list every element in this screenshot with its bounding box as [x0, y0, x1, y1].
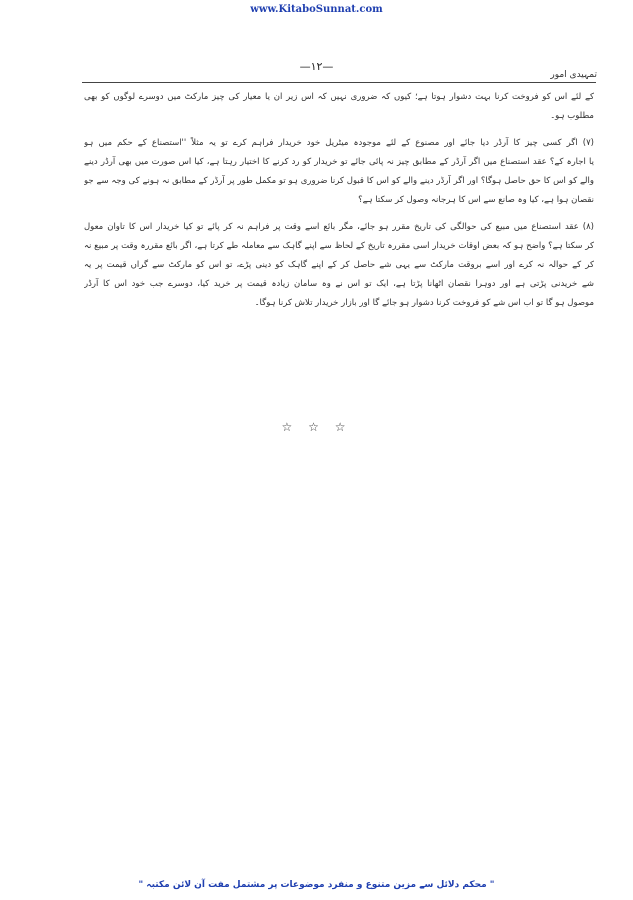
- footer-note: " محکم دلائل سے مزین متنوع و منفرد موضوعات پر مشتمل مفت آن لائن مکتبہ ": [138, 880, 495, 890]
- text-line: کر کے حوالہ نہ کرے اور اسے بروقت مارکٹ سے یہی شے حاصل کر کے اپنے گاہک کو دینی پڑے، تو اس کو مارکٹ سے گراں قیمت پر یہ: [84, 260, 594, 270]
- body-text: [84, 88, 594, 321]
- paragraph-3: [84, 218, 594, 313]
- paragraph-1: [84, 88, 594, 126]
- text-line: والے کو اس کا حق حاصل ہوگا؟ اور اگر آرڈر دینے والے کو اس کا قبول کرنا ضروری ہو تو مکمل طور پر آرڈر کے مطابق نہ ہونے کی وجہ سے جو: [84, 176, 594, 186]
- text-line: شے خریدنی پڑتی ہے اور دوہرا نقصان اٹھانا پڑتا ہے، ایک تو اس نے وہ سامان زیادہ قیمت پر خرید کیا، دوسرے جب خود اس کا آرڈر: [84, 279, 594, 289]
- site-url[interactable]: www.KitaboSunnat.com: [250, 4, 383, 15]
- text-line: کے لئے اس کو فروخت کرنا بہت دشوار ہوتا ہے؛ کیوں کہ ضروری نہیں کہ اس زیر ان یا معیار کی چیز مارکٹ میں دوسرے لوگوں کو بھی: [84, 92, 594, 102]
- text-line: یا اجارہ کے؟ عقد استصناع میں اگر آرڈر کے مطابق چیز نہ پائی جائے تو خریدار کو رد کرنے کا اختیار رہتا ہے، کیا اس صورت میں بھی آرڈر دینے: [84, 157, 594, 167]
- text-line: (۸) عقد استصناع میں مبیع کی حوالگی کی تاریخ مقرر ہو جائے، مگر بائع اسے وقت پر فراہم نہ کر پائے تو کیا خریدار اس کا تاوان معول: [84, 222, 594, 232]
- section-separator-stars: ☆ ☆ ☆: [281, 420, 352, 434]
- running-head: تمہیدی امور: [550, 70, 597, 80]
- text-line: موصول ہو گا تو اب اس شے کو فروخت کرنا دشوار ہو جائے گا اور بازار خریدار تلاش کرنا ہوگا۔: [254, 298, 594, 308]
- paragraph-2: [84, 134, 594, 210]
- text-line: کر سکتا ہے؟ واضح ہو کہ بعض اوقات خریدار اسی مقررہ تاریخ کے لحاظ سے اپنے گاہک سے معاملہ طے کرتا ہے، اگر بائع مقررہ وقت پر مبیع نہ: [84, 241, 594, 251]
- header-rule: [82, 82, 596, 83]
- text-line: مطلوب ہو۔: [550, 111, 594, 121]
- text-line: (۷) اگر کسی چیز کا آرڈر دیا جائے اور مصنوع کے لئے موجودہ میٹریل خود خریدار فراہم کرے تو یہ مثلاً ''استصناع کے حکم میں ہو: [84, 138, 594, 148]
- page-number: —۱۲—: [299, 60, 334, 73]
- text-line: نقصان ہوا ہے، کیا وہ صانع سے اس کا ہرجانہ وصول کر سکتا ہے؟: [358, 195, 594, 205]
